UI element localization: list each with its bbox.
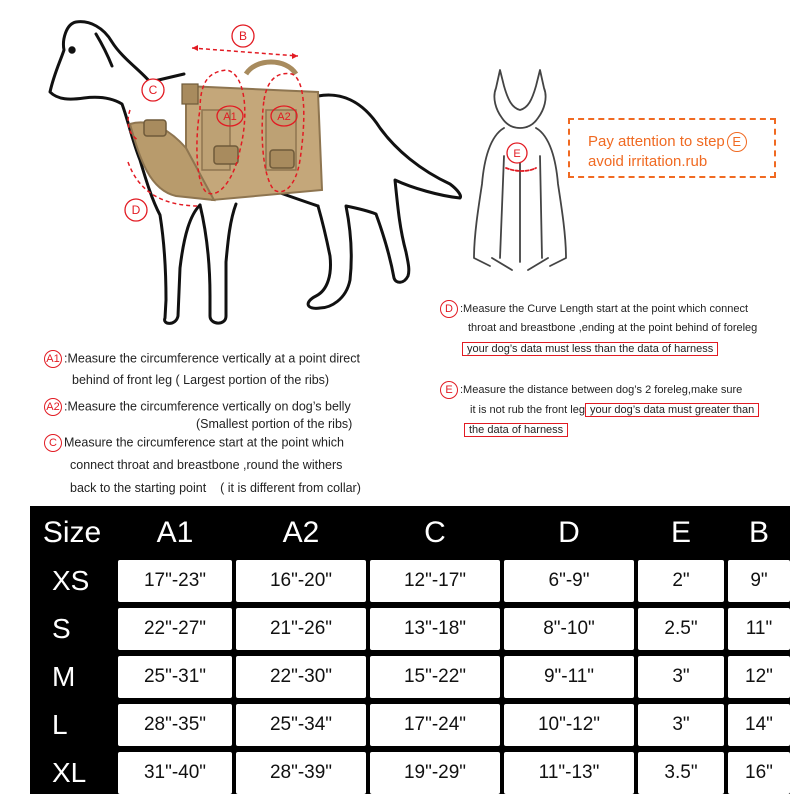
arrow-right-icon — [292, 53, 298, 59]
label-b-badge — [232, 25, 254, 47]
table-cell-d: 6"-9" — [504, 560, 634, 602]
table-cell-a2: 28"-39" — [236, 752, 366, 794]
table-cell-a2: 16"-20" — [236, 560, 366, 602]
table-row — [30, 602, 790, 650]
table-cell-c: 15"-22" — [370, 656, 500, 698]
note-e-line2 — [470, 402, 759, 418]
table-cell-b: 9" — [728, 560, 790, 602]
svg-text:E: E — [513, 148, 521, 160]
note-e-line3 — [464, 421, 568, 438]
tip-line-1 — [588, 132, 747, 152]
table-cell-a2: 21"-26" — [236, 608, 366, 650]
table-cell-e: 3" — [638, 704, 724, 746]
c-text-3b: ( it is different from collar) — [220, 481, 361, 495]
svg-text:D: D — [131, 203, 141, 217]
arrow-left-icon — [192, 45, 198, 51]
note-c-line3 — [70, 480, 361, 496]
table-cell-d: 9"-11" — [504, 656, 634, 698]
table-header-size: Size — [30, 512, 114, 554]
table-row — [30, 554, 790, 602]
c-text-3: back to the starting point — [70, 481, 207, 495]
note-d-line2: throat and breastbone ,ending at the point behind of foreleg — [468, 322, 758, 334]
table-cell-e: 2" — [638, 560, 724, 602]
table-row — [30, 650, 790, 698]
size-label: XL — [30, 752, 114, 794]
a2-text-1: :Measure the circumference vertically on dog’s belly — [64, 399, 351, 414]
note-c-line1 — [44, 434, 344, 452]
table-row — [30, 746, 790, 794]
table-cell-b: 12" — [728, 656, 790, 698]
e-text-1: :Measure the distance between dog’s 2 foreleg,make sure — [460, 383, 743, 396]
table-cell-c: 19"-29" — [370, 752, 500, 794]
note-a1-line2: behind of front leg ( Largest portion of the ribs) — [72, 373, 330, 387]
c-badge: C — [44, 434, 62, 452]
table-cell-a1: 25"-31" — [118, 656, 232, 698]
note-d-boxed — [462, 340, 718, 357]
a2-badge: A2 — [44, 398, 62, 416]
d-boxed-text: your dog’s data must less than the data of harness — [462, 342, 718, 356]
table-cell-e: 3" — [638, 656, 724, 698]
table-header-d: D — [504, 512, 634, 554]
size-label: M — [30, 656, 114, 698]
table-cell-a2: 22"-30" — [236, 656, 366, 698]
a1-badge: A1 — [44, 350, 62, 368]
note-a1-line1 — [44, 350, 360, 368]
table-cell-b: 16" — [728, 752, 790, 794]
svg-text:B: B — [238, 29, 248, 43]
note-d-line1 — [440, 300, 748, 318]
table-header-a1: A1 — [118, 512, 232, 554]
size-label: XS — [30, 560, 114, 602]
table-header-e: E — [638, 512, 724, 554]
note-c-line2: connect throat and breastbone ,round the withers — [70, 458, 343, 472]
table-cell-a1: 31"-40" — [118, 752, 232, 794]
table-header-b: B — [728, 512, 790, 554]
a1-text-1: :Measure the circumference vertically at a point direct — [64, 351, 360, 366]
e-text-2: it is not rub the front leg — [470, 404, 585, 416]
table-cell-d: 8"-10" — [504, 608, 634, 650]
table-cell-a1: 17"-23" — [118, 560, 232, 602]
table-cell-d: 10"-12" — [504, 704, 634, 746]
tip-line-2: avoid irritation.rub — [588, 153, 708, 170]
e-boxed-text-1: your dog’s data must greater than — [585, 403, 759, 417]
table-cell-a2: 25"-34" — [236, 704, 366, 746]
size-label: S — [30, 608, 114, 650]
table-cell-d: 11"-13" — [504, 752, 634, 794]
d-badge: D — [440, 300, 458, 318]
tip-box — [568, 118, 776, 178]
tip-text-1: Pay attention to step — [588, 133, 725, 150]
note-a2-line1 — [44, 398, 351, 416]
svg-text:A2: A2 — [277, 111, 291, 123]
table-header-a2: A2 — [236, 512, 366, 554]
e-badge: E — [440, 381, 458, 399]
label-e-badge — [507, 143, 527, 163]
table-cell-c: 12"-17" — [370, 560, 500, 602]
e-boxed-text-2: the data of harness — [464, 423, 568, 437]
table-cell-a1: 22"-27" — [118, 608, 232, 650]
note-e-line1 — [440, 381, 742, 399]
c-text-1: Measure the circumference start at the point which — [64, 435, 344, 450]
svg-text:C: C — [148, 83, 158, 97]
note-a2-line2: (Smallest portion of the ribs) — [196, 417, 353, 431]
svg-text:A1: A1 — [223, 111, 237, 123]
d-text-1: :Measure the Curve Length start at the point which connect — [460, 302, 748, 315]
label-c-badge — [142, 79, 164, 101]
table-header-c: C — [370, 512, 500, 554]
table-cell-b: 14" — [728, 704, 790, 746]
size-label: L — [30, 704, 114, 746]
tip-e-badge: E — [727, 132, 747, 152]
dog-front-outline — [474, 70, 566, 270]
table-cell-c: 17"-24" — [370, 704, 500, 746]
label-d-badge — [125, 199, 147, 221]
table-cell-e: 2.5" — [638, 608, 724, 650]
table-cell-e: 3.5" — [638, 752, 724, 794]
table-row — [30, 698, 790, 746]
table-cell-c: 13"-18" — [370, 608, 500, 650]
size-chart-table — [30, 506, 790, 794]
table-cell-b: 11" — [728, 608, 790, 650]
table-cell-a1: 28"-35" — [118, 704, 232, 746]
table-header-row — [30, 506, 790, 554]
